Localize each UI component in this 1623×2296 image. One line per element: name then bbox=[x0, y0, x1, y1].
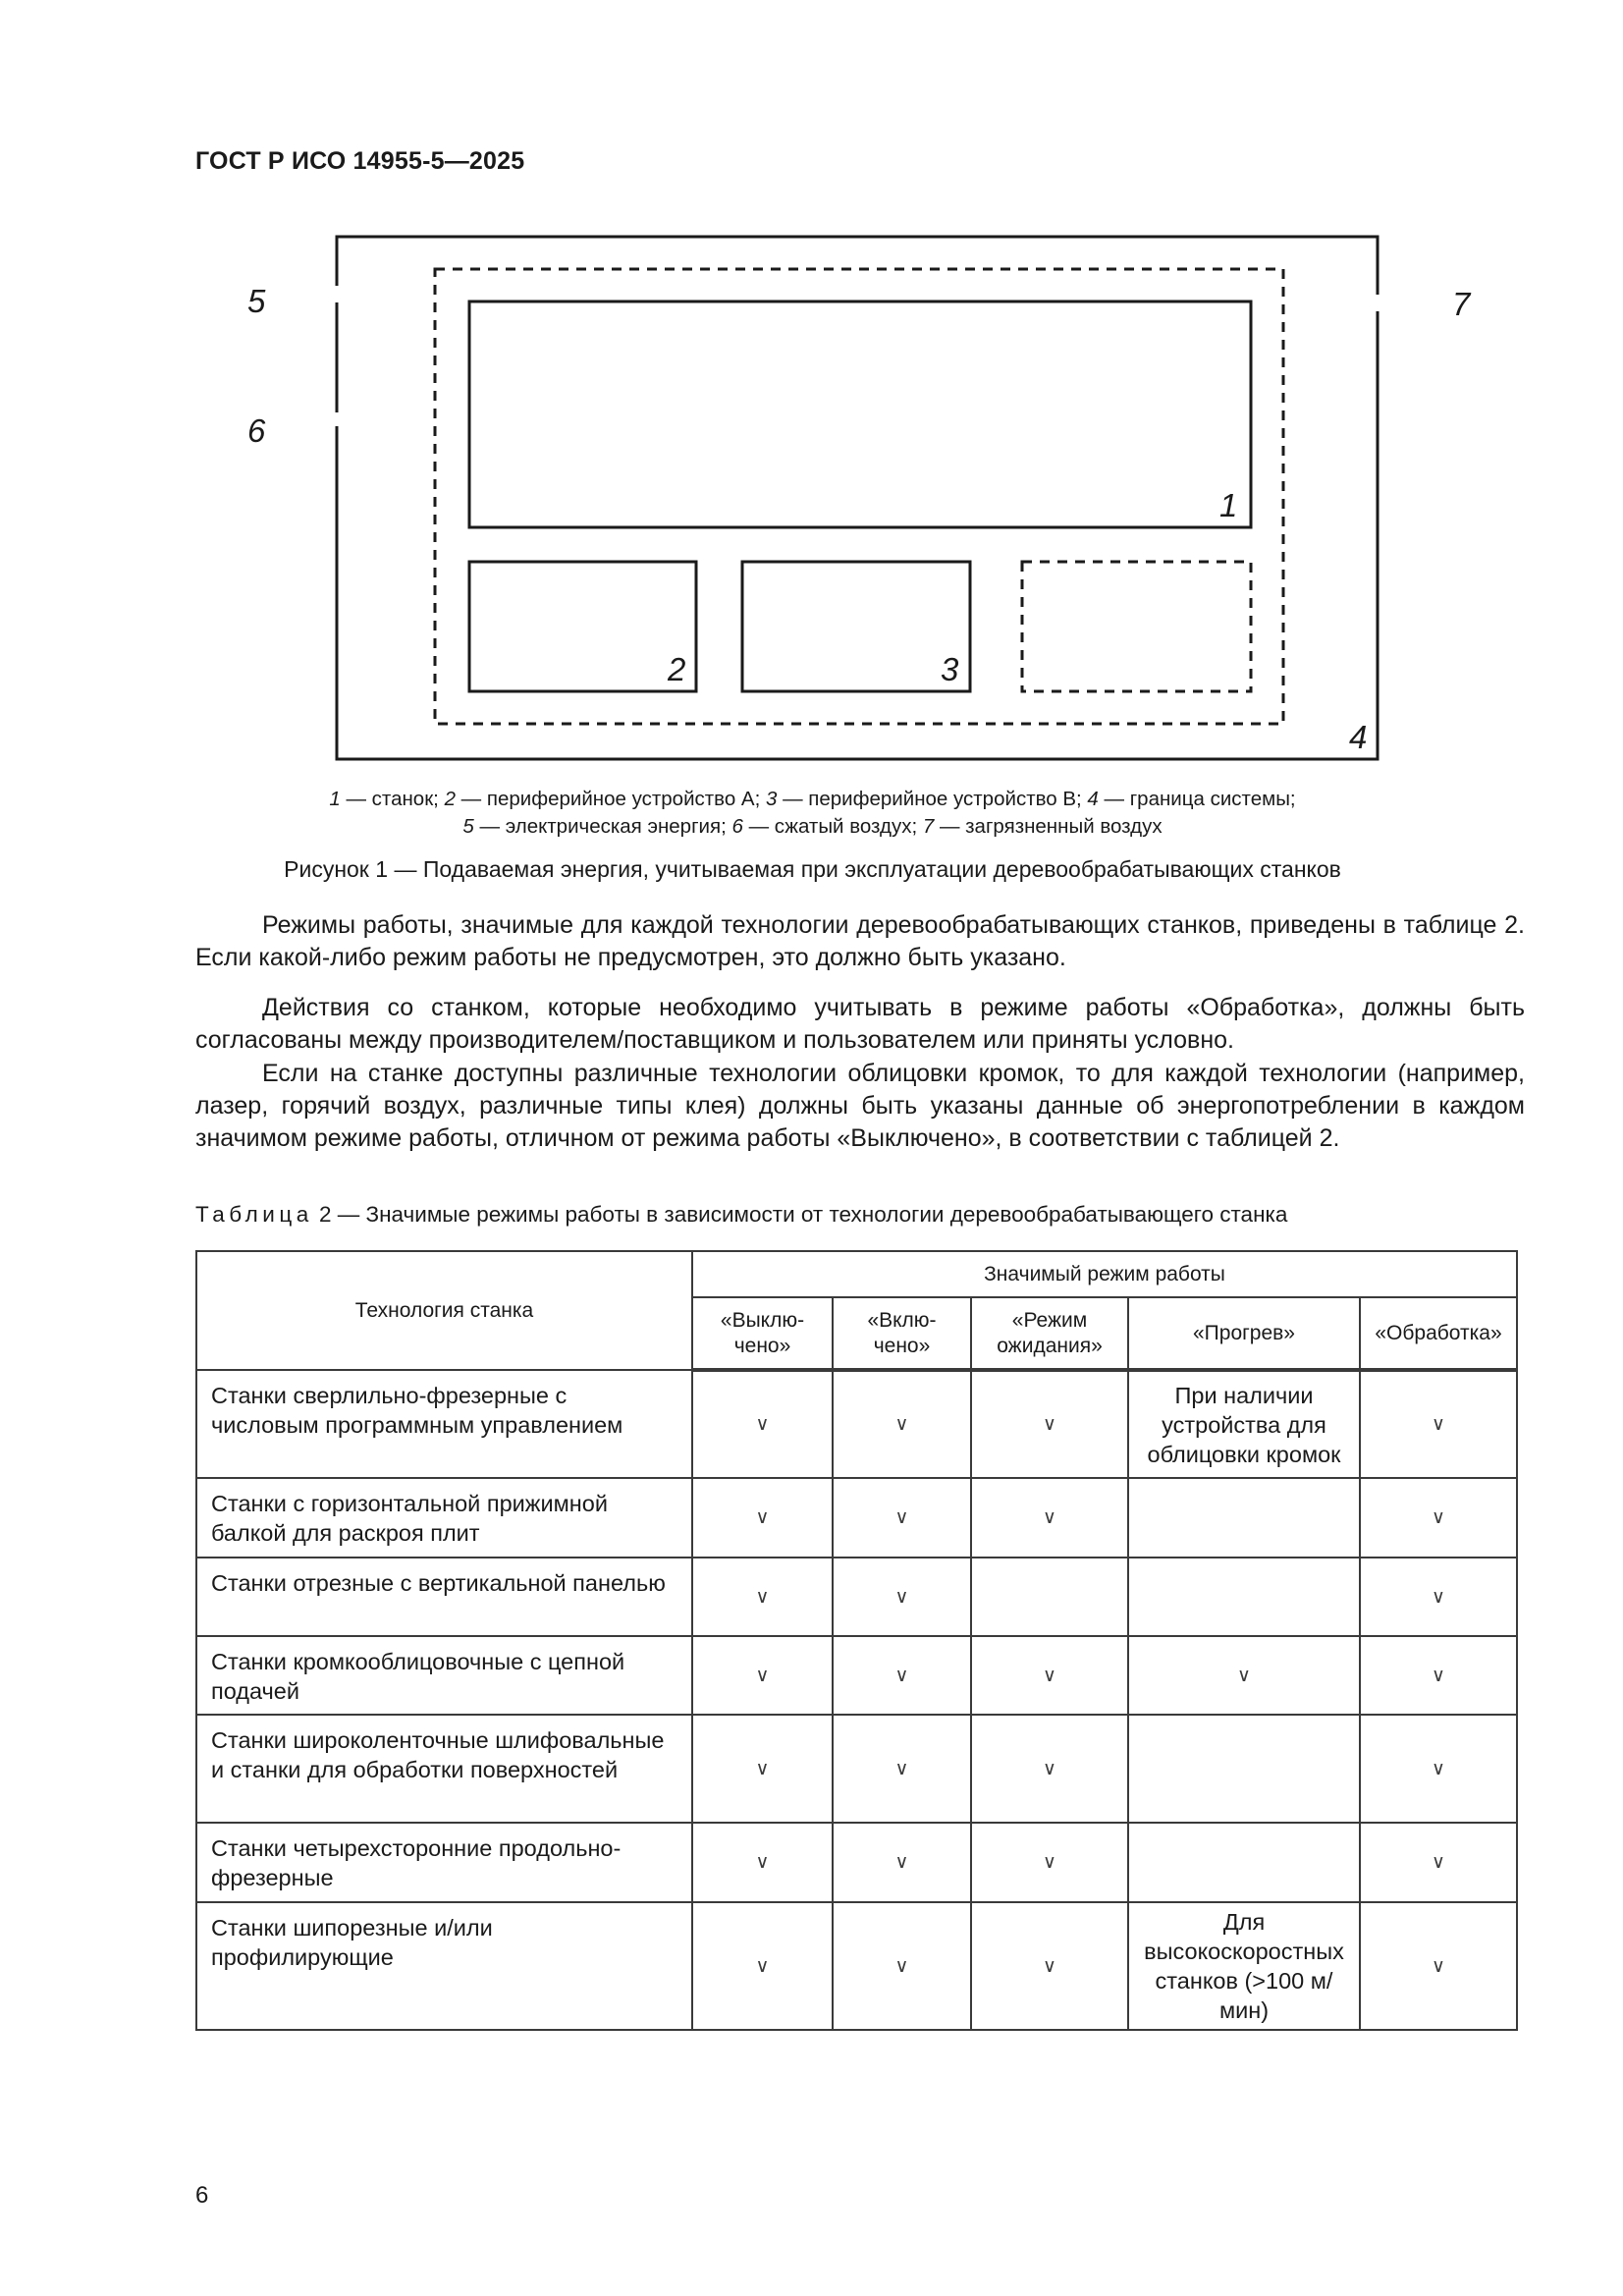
table-body bbox=[196, 1370, 1517, 2030]
page-number: 6 bbox=[195, 2182, 209, 2209]
mode-check-mark: ∨ bbox=[833, 1715, 971, 1823]
table-row bbox=[196, 1558, 1517, 1636]
mode-check-mark: ∨ bbox=[971, 1902, 1128, 2030]
figure-caption: Рисунок 1 — Подаваемая энергия, учитываемая при эксплуатации деревообрабатывающих станков bbox=[284, 856, 1341, 882]
mode-empty-cell bbox=[1128, 1715, 1360, 1823]
peripheral-a-box bbox=[469, 562, 696, 691]
mode-header-standby: «Режим ожидания» bbox=[971, 1297, 1128, 1370]
mode-check-mark: ∨ bbox=[692, 1902, 833, 2030]
label-machine: 1 bbox=[1219, 487, 1238, 523]
mode-check-mark: ∨ bbox=[692, 1823, 833, 1902]
header-technology: Технология станка bbox=[196, 1251, 692, 1370]
legend-line-1 bbox=[196, 786, 1429, 813]
mode-header-warmup: «Прогрев» bbox=[1128, 1297, 1360, 1370]
mode-note-cell: Для высокоскоростных станков (>100 м/мин) bbox=[1128, 1902, 1360, 2030]
mode-check-mark: ∨ bbox=[1360, 1478, 1517, 1558]
label-peripheral-b: 3 bbox=[941, 651, 959, 687]
mode-header-processing: «Обработка» bbox=[1360, 1297, 1517, 1370]
legend-text: — станок; bbox=[340, 788, 445, 810]
mode-check-mark: ∨ bbox=[1360, 1823, 1517, 1902]
technology-cell: Станки четырехсторонние продольно-фрезерные bbox=[196, 1823, 692, 1902]
mode-check-mark: ∨ bbox=[1360, 1370, 1517, 1478]
legend-text: — периферийное устройство В; bbox=[777, 788, 1088, 810]
table-row bbox=[196, 1636, 1517, 1715]
legend-num: 4 bbox=[1087, 788, 1099, 810]
legend-num: 6 bbox=[731, 815, 743, 838]
legend-num: 1 bbox=[329, 788, 341, 810]
label-peripheral-a: 2 bbox=[668, 651, 686, 687]
mode-check-mark: ∨ bbox=[692, 1636, 833, 1715]
mode-check-mark: ∨ bbox=[971, 1823, 1128, 1902]
table-row bbox=[196, 1823, 1517, 1902]
mode-note-cell: При наличии устройства для облицовки кромок bbox=[1128, 1370, 1360, 1478]
technology-cell: Станки широколенточные шлифовальные и станки для обработки поверхностей bbox=[196, 1715, 692, 1823]
legend-text: — граница системы; bbox=[1098, 788, 1296, 810]
legend-text: — загрязненный воздух bbox=[934, 815, 1163, 838]
modes-table bbox=[195, 1250, 1518, 2031]
legend-text: — периферийное устройство А; bbox=[455, 788, 766, 810]
table-title-rest: 2 — Значимые режимы работы в зависимости от технологии деревообрабатывающего станка bbox=[312, 1202, 1288, 1227]
optional-device-box bbox=[1022, 562, 1251, 691]
mode-check-mark: ∨ bbox=[971, 1370, 1128, 1478]
mode-empty-cell bbox=[1128, 1823, 1360, 1902]
body-paragraph-3: Если на станке доступны различные технологии облицовки кромок, то для каждой технологии (например, лазер, горячий воздух, различные типы клея) должны быть указаны данные об энергопотреблении в каждом значимом режиме работы, отличном от режима работы «Выключено», в соответствии с таблицей 2. bbox=[195, 1060, 1525, 1152]
mode-check-mark: ∨ bbox=[833, 1558, 971, 1636]
mode-check-mark: ∨ bbox=[1360, 1636, 1517, 1715]
mode-header-off: «Выклю- чено» bbox=[692, 1297, 833, 1370]
mode-check-mark: ∨ bbox=[833, 1823, 971, 1902]
body-paragraph-1: Режимы работы, значимые для каждой технологии деревообрабатывающих станков, приведены в таблице 2. Если какой-либо режим работы не предусмотрен, это должно быть указано. bbox=[195, 911, 1525, 971]
table-row bbox=[196, 1715, 1517, 1823]
mode-check-mark: ∨ bbox=[971, 1715, 1128, 1823]
inner-dashed-boundary bbox=[435, 269, 1283, 724]
mode-check-mark: ∨ bbox=[1360, 1902, 1517, 2030]
technology-cell: Станки кромкооблицовочные с цепной подачей bbox=[196, 1636, 692, 1715]
body-paragraph-2: Действия со станком, которые необходимо учитывать в режиме работы «Обработка», должны быть согласованы между производителем/поставщиком и пользователем или приняты условно. bbox=[195, 994, 1525, 1054]
system-boundary-figure bbox=[0, 0, 1623, 776]
figure-legend bbox=[196, 786, 1429, 841]
table-row bbox=[196, 1478, 1517, 1558]
mode-check-mark: ∨ bbox=[1360, 1715, 1517, 1823]
mode-empty-cell bbox=[971, 1558, 1128, 1636]
mode-check-mark: ∨ bbox=[971, 1636, 1128, 1715]
mode-check-mark: ∨ bbox=[833, 1902, 971, 2030]
label-system-boundary: 4 bbox=[1349, 719, 1368, 755]
label-polluted-air: 7 bbox=[1452, 286, 1471, 322]
legend-num: 2 bbox=[444, 788, 456, 810]
mode-check-mark: ∨ bbox=[833, 1370, 971, 1478]
mode-check-mark: ∨ bbox=[692, 1478, 833, 1558]
technology-cell: Станки с горизонтальной прижимной балкой для раскроя плит bbox=[196, 1478, 692, 1558]
mode-header-on: «Вклю- чено» bbox=[833, 1297, 971, 1370]
mode-check-mark: ∨ bbox=[833, 1636, 971, 1715]
legend-num: 3 bbox=[765, 788, 778, 810]
mode-empty-cell bbox=[1128, 1478, 1360, 1558]
header-modes: Значимый режим работы bbox=[692, 1251, 1517, 1297]
peripheral-b-box bbox=[742, 562, 970, 691]
table-title-prefix: Таблица bbox=[195, 1202, 313, 1227]
mode-empty-cell bbox=[1128, 1558, 1360, 1636]
table-row bbox=[196, 1370, 1517, 1478]
machine-box bbox=[469, 301, 1251, 527]
mode-check-mark: ∨ bbox=[692, 1370, 833, 1478]
table-row bbox=[196, 1902, 1517, 2030]
legend-num: 5 bbox=[462, 815, 474, 838]
mode-check-mark: ∨ bbox=[692, 1558, 833, 1636]
label-electric-energy: 5 bbox=[247, 283, 266, 319]
technology-cell: Станки шипорезные и/или профилирующие bbox=[196, 1902, 692, 2030]
mode-check-mark: ∨ bbox=[692, 1715, 833, 1823]
mode-check-mark: ∨ bbox=[971, 1478, 1128, 1558]
mode-check-mark: ∨ bbox=[1360, 1558, 1517, 1636]
table-title bbox=[195, 1202, 1287, 1228]
document-header: ГОСТ Р ИСО 14955-5—2025 bbox=[195, 147, 525, 175]
mode-check-mark: ∨ bbox=[833, 1478, 971, 1558]
mode-check-mark: ∨ bbox=[1128, 1636, 1360, 1715]
legend-num: 7 bbox=[922, 815, 935, 838]
legend-text: — сжатый воздух; bbox=[742, 815, 923, 838]
label-compressed-air: 6 bbox=[247, 412, 266, 449]
technology-cell: Станки отрезные с вертикальной панелью bbox=[196, 1558, 692, 1636]
technology-cell: Станки сверлильно-фрезерные с числовым программным управлением bbox=[196, 1370, 692, 1478]
legend-line-2 bbox=[196, 813, 1429, 841]
legend-text: — электрическая энергия; bbox=[473, 815, 732, 838]
